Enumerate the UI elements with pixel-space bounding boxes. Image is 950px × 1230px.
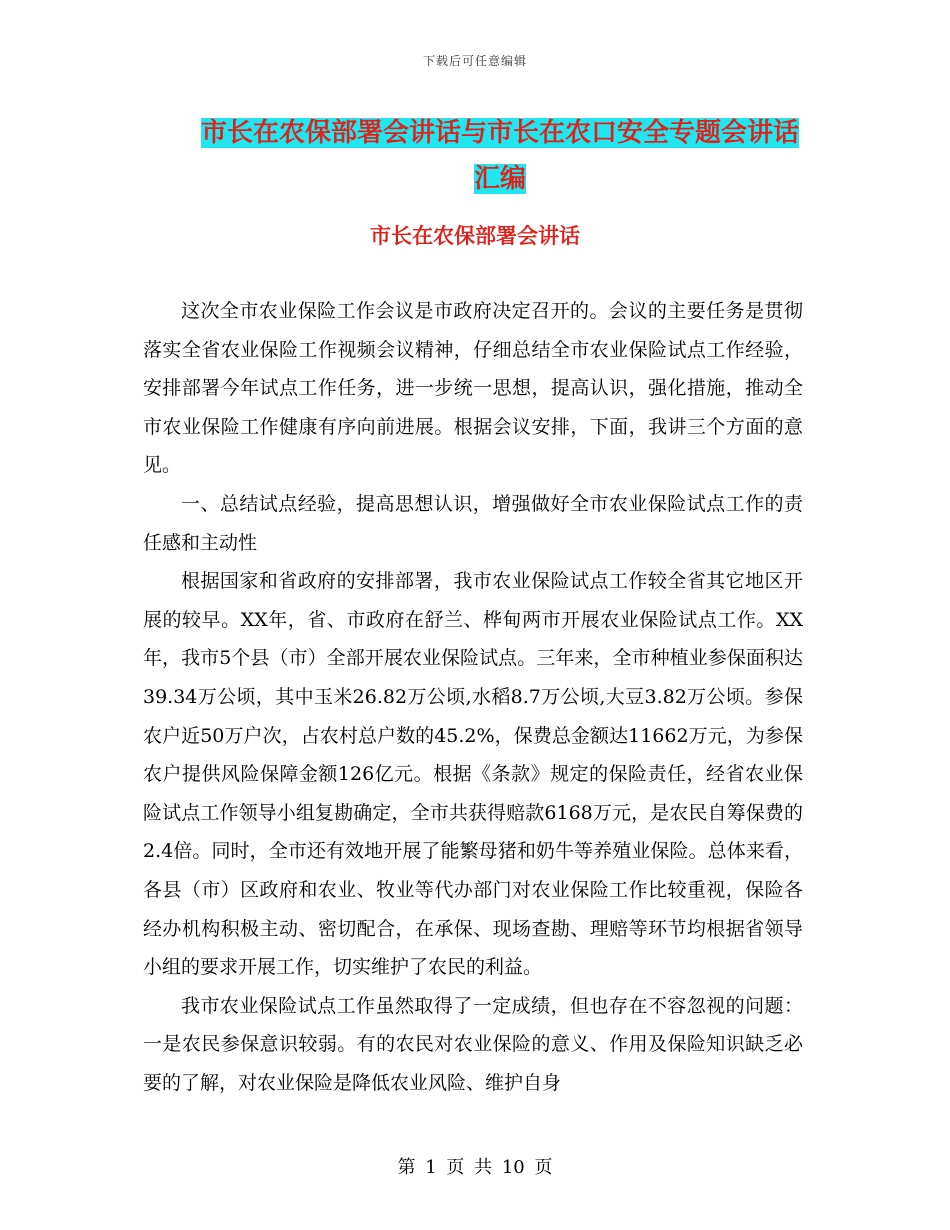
document-title (150, 110, 850, 202)
header-note: 下载后可任意编辑 (422, 54, 527, 68)
paragraph: 我市农业保险试点工作虽然取得了一定成绩，但也存在不容忽视的问题：一是农民参保意识较弱。有的农民对农业保险的意义、作用及保险知识缺乏必要的了解，对农业保险是降低农业风险、维护自身 (143, 994, 803, 1094)
body-text (143, 292, 803, 1102)
paragraph: 根据国家和省政府的安排部署，我市农业保险试点工作较全省其它地区开展的较早。XX年，省、市政府在舒兰、桦甸两市开展农业保险试点工作。XX年，我市5个县（市）全部开展农业保险试点。三年来，全市种植业参保面积达39.34万公顷，其中玉米26.82万公顷,水稻8.7万公顷,大豆3.82万公顷。参保农户近50万户次，占农村总户数的45.2%，保费总金额达11662万元，为参保农户提供风险保障金额126亿元。根据《条款》规定的保险责任，经省农业保险试点工作领导小组复勘确定，全市共获得赔款6168万元，是农民自筹保费的2.4倍。同时，全市还有效地开展了能繁母猪和奶牛等养殖业保险。总体来看，各县（市）区政府和农业、牧业等代办部门对农业保险工作比较重视，保险各经办机构积极主动、密切配合，在承保、现场查勘、理赔等环节均根据省领导小组的要求开展工作，切实维护了农民的利益。 (143, 570, 803, 979)
document-title-line-2: 汇编 (473, 164, 526, 194)
document-title-line-1: 市长在农保部署会讲话与市长在农口安全专题会讲话 (200, 118, 799, 148)
paragraph: 这次全市农业保险工作会议是市政府决定召开的。会议的主要任务是贯彻落实全省农业保险工作视频会议精神，仔细总结全市农业保险试点工作经验，安排部署今年试点工作任务，进一步统一思想，提高认识，强化措施，推动全市农业保险工作健康有序向前进展。根据会议安排，下面，我讲三个方面的意见。 (143, 300, 803, 477)
paragraph-heading: 一、总结试点经验，提高思想认识，增强做好全市农业保险试点工作的责任感和主动性 (143, 492, 803, 554)
page-number-footer: 第 1 页 共 10 页 (397, 1157, 553, 1178)
section-title: 市长在农保部署会讲话 (370, 224, 580, 248)
